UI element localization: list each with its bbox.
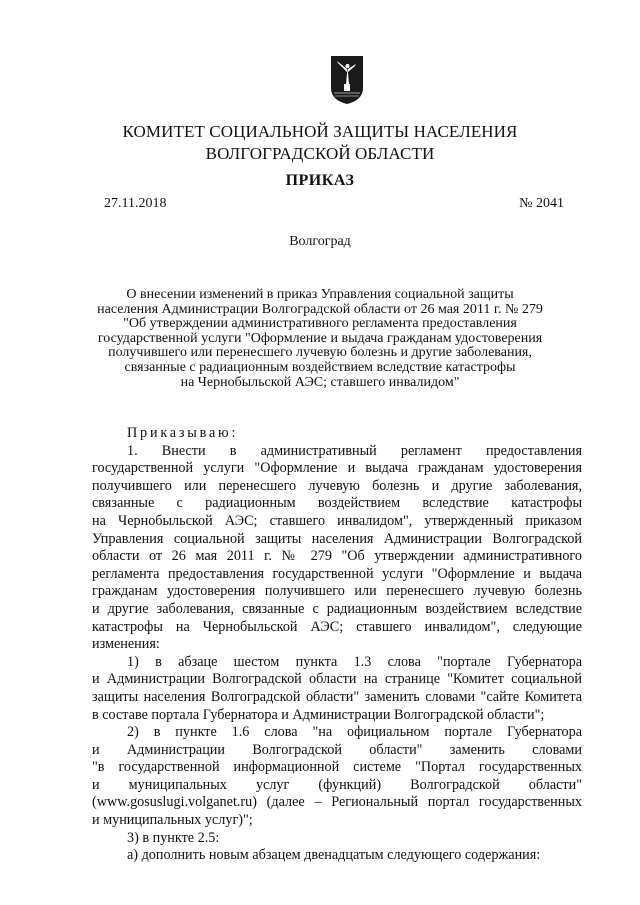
document-subject	[0, 288, 640, 390]
body-line: и муниципальных услуг)";	[92, 812, 253, 829]
coat-of-arms-icon	[330, 55, 364, 105]
subject-line: на Чернобыльской АЭС; ставшего инвалидом"	[180, 374, 460, 390]
body-line: (www.gosuslugi.volganet.ru) (далее – Региональный портал государственных	[92, 794, 582, 811]
body-line: и Администрации Волгоградской области" заменить словами	[92, 741, 582, 758]
body-line: катастрофы на Чернобыльской АЭС; ставшего инвалидом", следующие	[92, 618, 582, 635]
body-line: связанные с радиационным воздействием вследствие катастрофы	[92, 495, 582, 512]
body-line: 1) в абзаце шестом пункта 1.3 слова "портале Губернатора	[127, 653, 582, 670]
committee-name-line-1: КОМИТЕТ СОЦИАЛЬНОЙ ЗАЩИТЫ НАСЕЛЕНИЯ	[122, 122, 518, 141]
body-line: защиты населения Волгоградской области" заменить словами "сайте Комитета	[92, 688, 582, 705]
subject-line: получившего или перенесшего лучевую болезнь и другие заболевания,	[108, 345, 532, 361]
body-line: 3) в пункте 2.5:	[127, 829, 220, 846]
body-line: а) дополнить новым абзацем двенадцатым следующего содержания:	[127, 847, 541, 864]
body-line: государственной услуги "Оформление и выдача гражданам удостоверения	[92, 460, 582, 477]
body-line: Управления социальной защиты населения Администрации Волгоградской	[92, 530, 582, 547]
body-line: регламента предоставления государственной услуги "Оформление и выдача	[92, 565, 582, 582]
body-line: в составе портала Губернатора и Администрации Волгоградской области";	[92, 706, 545, 723]
document-city: Волгоград	[289, 234, 351, 249]
document-number: № 2041	[519, 196, 564, 211]
subject-line: "Об утверждении административного регламента предоставления	[123, 316, 517, 332]
document-body	[92, 425, 582, 865]
body-line: на Чернобыльской АЭС; ставшего инвалидом", утвержденный приказом	[92, 512, 582, 529]
subject-line: О внесении изменений в приказ Управления социальной защиты	[126, 287, 514, 302]
body-line: получившего или перенесшего лучевую болезнь и другие заболевания,	[92, 477, 582, 494]
subject-line: государственной услуги "Оформление и выдача гражданам удостоверения	[97, 330, 543, 346]
body-line: "в государственной информационной системе "Портал государственных	[92, 759, 582, 776]
body-line: и Администрации Волгоградской области на странице "Комитет социальной	[92, 671, 582, 688]
body-line: 1. Внести в административный регламент предоставления	[127, 442, 582, 459]
body-line: области от 26 мая 2011 г. № 279 "Об утверждении административного	[92, 548, 582, 565]
document-type-title: ПРИКАЗ	[285, 172, 355, 189]
body-line: гражданам удостоверения получившего или перенесшего лучевую болезнь	[92, 583, 582, 600]
order-verb: Приказываю:	[127, 425, 239, 441]
body-line: изменения:	[92, 636, 160, 653]
body-line: и муниципальных услуг (функций) Волгоградской области"	[92, 776, 582, 793]
document-date: 27.11.2018	[104, 196, 167, 211]
committee-name-line-2: ВОЛГОГРАДСКОЙ ОБЛАСТИ	[205, 144, 435, 163]
subject-line: связанные с радиационным воздействием вследствие катастрофы	[124, 359, 516, 375]
subject-line: населения Администрации Волгоградской области от 26 мая 2011 г. № 279	[97, 301, 543, 317]
body-line: и другие заболевания, связанные с радиационным воздействием вследствие	[92, 600, 582, 617]
body-line: 2) в пункте 1.6 слова "на официальном портале Губернатора	[127, 724, 582, 741]
